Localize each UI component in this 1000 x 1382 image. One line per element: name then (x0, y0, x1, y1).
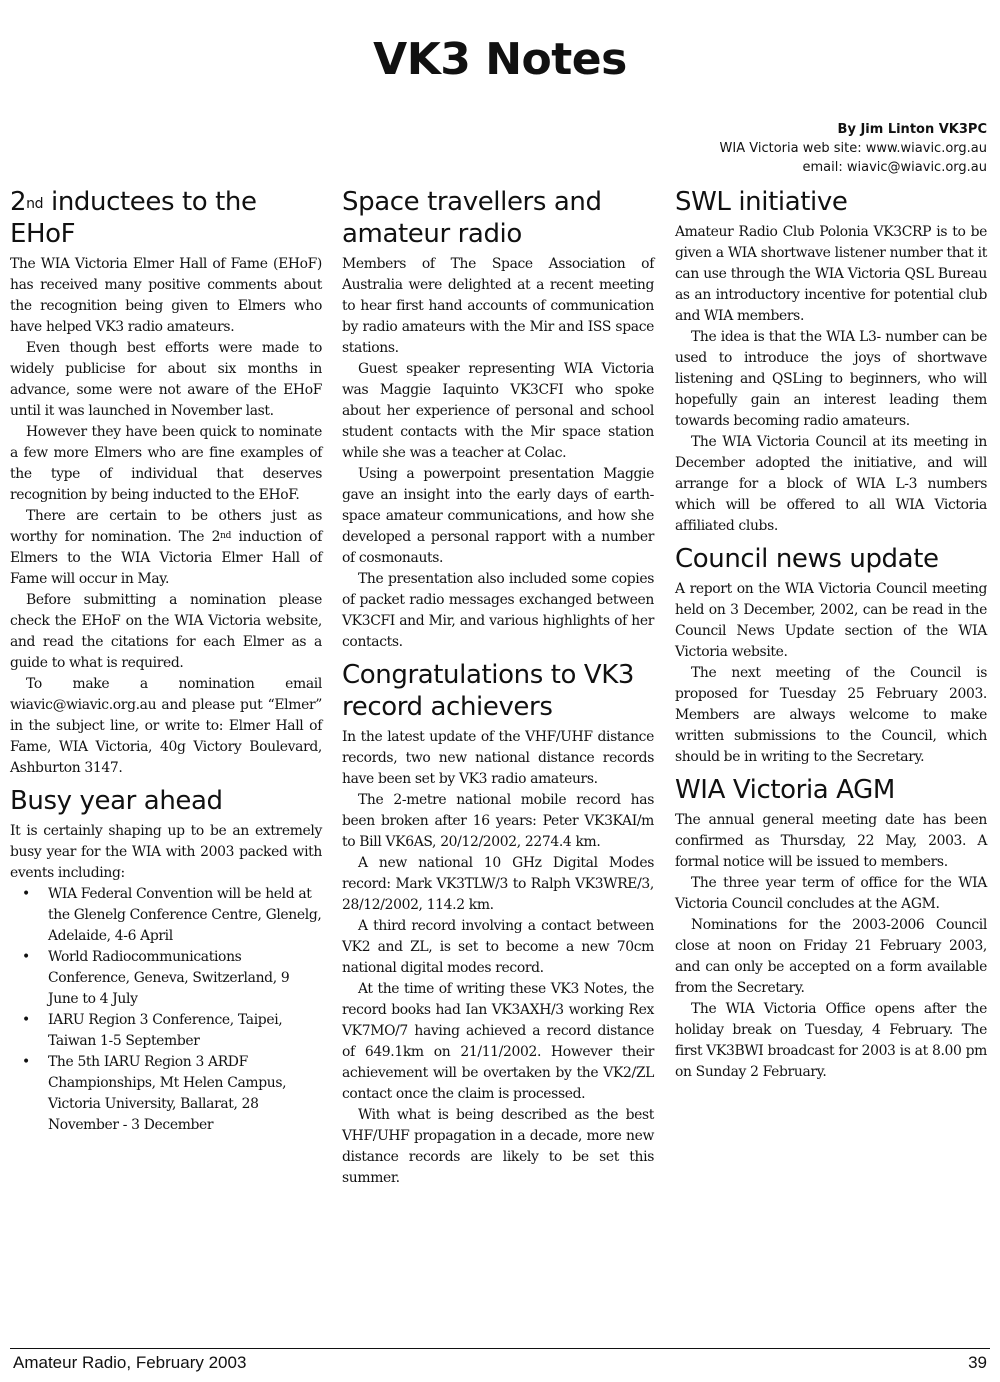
swl-heading: SWL initiative (675, 187, 848, 217)
ehof-paragraph (10, 506, 322, 590)
agm-heading: WIA Victoria AGM (675, 775, 895, 805)
council-heading: Council news update (675, 544, 939, 574)
ehof-heading-text: inductees to the EHoF (10, 187, 257, 249)
column-1 (10, 186, 322, 1136)
records-paragraph: With what is being described as the best VHF/UHF propagation in a decade, more new distance records are likely to be set this summer. (342, 1107, 654, 1186)
agm-paragraph: The annual general meeting date has been confirmed as Thursday, 22 May, 2003. A formal notice will be issued to members. (675, 812, 987, 870)
byline-email: email: wiavic@wiavic.org.au (802, 160, 987, 175)
ehof-heading (10, 186, 322, 250)
swl-paragraph: The idea is that the WIA L3- number can be used to introduce the joys of shortwave listening and QSLing to beginners, who will hopefully gain an interest leading them towards becoming radio amateurs. (675, 329, 987, 429)
ehof-p4-ordinal: nd (220, 531, 232, 541)
ehof-heading-ordinal: nd (26, 196, 44, 212)
swl-paragraph: Amateur Radio Club Polonia VK3CRP is to be given a WIA shortwave listener number that it can use through the WIA Victoria QSL Bureau as an introductory incentive for potential club and WIA members. (675, 224, 987, 324)
council-paragraph: The next meeting of the Council is proposed for Tuesday 25 February 2003. Members are always welcome to make written submissions to the Council, which should be in writing to the Secretary. (675, 665, 987, 765)
ehof-heading-number: 2 (10, 187, 27, 217)
column-2 (342, 186, 654, 1189)
ehof-p4-text-end: induction of Elmers to the WIA Victoria Elmer Hall of Fame will occur in May. (10, 529, 322, 587)
space-paragraph: Guest speaker representing WIA Victoria was Maggie Iaquinto VK3CFI who spoke about her experience of personal and school student contacts with the Mir space station while she was a teacher at Colac. (342, 361, 654, 461)
list-item: • IARU Region 3 Conference, Taipei, Taiwan 1-5 September (48, 1010, 322, 1052)
agm-paragraph: The WIA Victoria Office opens after the holiday break on Tuesday, 4 February. The first VK3BWI broadcast for 2003 is at 8.00 pm on Sunday 2 February. (675, 1001, 987, 1080)
records-paragraph: In the latest update of the VHF/UHF distance records, two new national distance records have been set by VK3 radio amateurs. (342, 729, 654, 787)
ehof-paragraph: The WIA Victoria Elmer Hall of Fame (EHoF) has received many positive comments about the recognition being given to Elmers who have helped VK3 radio amateurs. (10, 256, 322, 335)
space-paragraph: The presentation also included some copies of packet radio messages exchanged between VK3CFI and Mir, and various highlights of her contacts. (342, 571, 654, 650)
ehof-paragraph: To make a nomination email wiavic@wiavic.org.au and please put “Elmer” in the subject line, or write to: Elmer Hall of Fame, WIA Victoria, 40g Victory Boulevard, Ashburton 3147. (10, 676, 322, 776)
space-paragraph: Using a powerpoint presentation Maggie gave an insight into the early days of earth-space amateur communications, and how she developed a personal rapport with a number of cosmonauts. (342, 466, 654, 566)
ehof-paragraph: Even though best efforts were made to widely publicise for about six months in advance, some were not aware of the EHoF until it was launched in November last. (10, 340, 322, 419)
footer-publication: Amateur Radio, February 2003 (13, 1353, 247, 1372)
byline (720, 120, 987, 177)
column-3 (675, 186, 987, 1083)
ehof-paragraph: Before submitting a nomination please check the EHoF on the WIA Victoria website, and read the citations for each Elmer as a guide to what is required. (10, 592, 322, 671)
swl-paragraph: The WIA Victoria Council at its meeting in December adopted the initiative, and will arrange for a block of WIA L-3 numbers which will be offered to all WIA Victoria affiliated clubs. (675, 434, 987, 534)
list-item: • The 5th IARU Region 3 ARDF Championships, Mt Helen Campus, Victoria University, Ballarat, 28 November - 3 December (48, 1052, 322, 1136)
byline-author: By Jim Linton VK3PC (837, 122, 987, 137)
events-list (10, 884, 322, 1136)
page-number: 39 (968, 1353, 987, 1372)
agm-paragraph: The three year term of office for the WIA Victoria Council concludes at the AGM. (675, 875, 987, 912)
space-paragraph: Members of The Space Association of Australia were delighted at a recent meeting to hear first hand accounts of communication by radio amateurs with the Mir and ISS space stations. (342, 256, 654, 356)
ehof-paragraph: However they have been quick to nominate a few more Elmers who are fine examples of the type of individual that deserves recognition by being inducted to the EHoF. (10, 424, 322, 503)
footer-divider (10, 1348, 990, 1349)
list-item: • WIA Federal Convention will be held at the Glenelg Conference Centre, Glenelg, Adelaide, 4-6 April (48, 884, 322, 947)
space-heading: Space travellers and amateur radio (342, 187, 602, 249)
records-paragraph: At the time of writing these VK3 Notes, the record books had Ian VK3AXH/3 working Rex VK7MO/7 having achieved a record distance of 649.1km on 21/11/2002. However their achievement will be overtaken by the VK2/ZL contact once the claim is processed. (342, 981, 654, 1102)
page-title: VK3 Notes (373, 34, 627, 85)
busy-heading: Busy year ahead (10, 786, 223, 816)
busy-paragraph: It is certainly shaping up to be an extremely busy year for the WIA with 2003 packed with events including: (10, 823, 322, 881)
agm-paragraph: Nominations for the 2003-2006 Council close at noon on Friday 21 February 2003, and can only be accepted on a form available from the Secretary. (675, 917, 987, 996)
records-heading: Congratulations to VK3 record achievers (342, 660, 635, 722)
records-paragraph: A new national 10 GHz Digital Modes record: Mark VK3TLW/3 to Ralph VK3WRE/3, 28/12/2002, 114.2 km. (342, 855, 654, 913)
ehof-p4-text: There are certain to be others just as worthy for nomination. The 2 (10, 508, 322, 545)
records-paragraph: A third record involving a contact between VK2 and ZL, is set to become a new 70cm national digital modes record. (342, 918, 654, 976)
list-item: • World Radiocommunications Conference, Geneva, Switzerland, 9 June to 4 July (48, 947, 322, 1010)
byline-website: WIA Victoria web site: www.wiavic.org.au (719, 141, 987, 156)
council-paragraph: A report on the WIA Victoria Council meeting held on 3 December, 2002, can be read in the Council News Update section of the WIA Victoria website. (675, 581, 987, 660)
records-paragraph: The 2-metre national mobile record has been broken after 16 years: Peter VK3KAI/m to Bill VK6AS, 20/12/2002, 2274.4 km. (342, 792, 654, 850)
